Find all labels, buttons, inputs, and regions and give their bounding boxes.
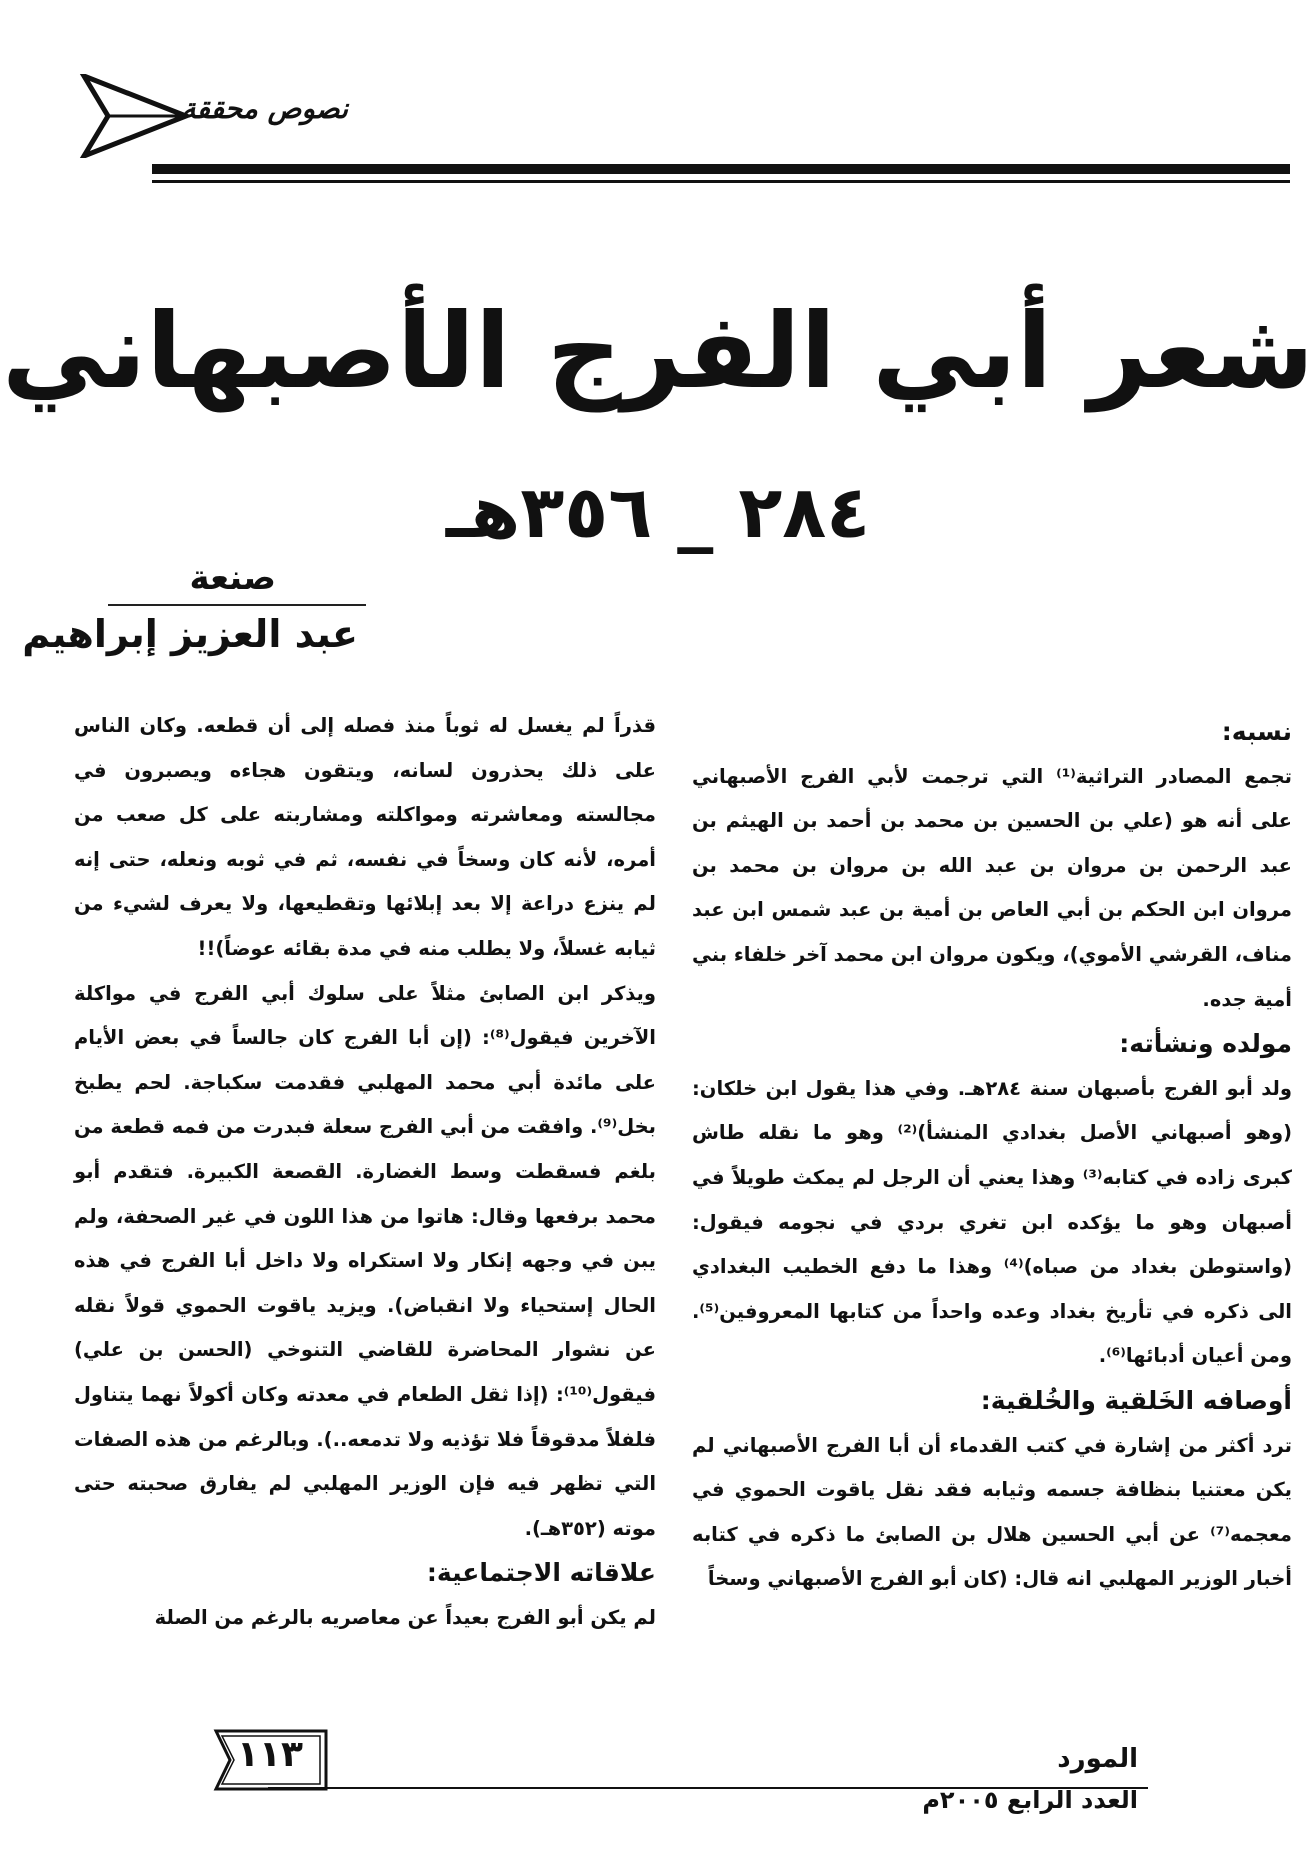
heading-traits: أوصافه الخَلقية والخُلقية: bbox=[980, 1385, 1292, 1415]
made-by-label: صنعة bbox=[189, 558, 276, 598]
header-rule bbox=[152, 164, 1290, 174]
heading-birth: مولده ونشأته: bbox=[1119, 1029, 1292, 1059]
paragraph: قذراً لم يغسل له ثوباً منذ فصله إلى أن قطعه. وكان الناس على ذلك يحذرون لسانه، ويتقون هجاءه ويصبرون في مجالسته ومعاشرته ومواكلته ومشاربته على كل صعب من أمره، لأنه كان وسخاً في نفسه، ثم في ثوبه ونعله، حتى إنه لم ينزع دراعة إلا بعد إبلائها وتقطيعها، ولا يعرف لشيء من ثيابه غسلاً، ولا يطلب منه في مدة بقائه عوضاً)!! bbox=[74, 714, 656, 960]
section-label: نصوص محققة bbox=[181, 92, 348, 125]
arrow-icon bbox=[78, 74, 190, 158]
paragraph: لم يكن أبو الفرج بعيداً عن معاصريه بالرغم من الصلة bbox=[154, 1605, 656, 1629]
right-column bbox=[692, 710, 1292, 1602]
heading-social: علاقاته الاجتماعية: bbox=[426, 1558, 656, 1588]
journal-name: المورد bbox=[1057, 1744, 1138, 1774]
paragraph: ويذكر ابن الصابئ مثلاً على سلوك أبي الفرج في مواكلة الآخرين فيقول⁽⁸⁾: (إن أبا الفرج كان جالساً في بعض الأيام على مائدة أبي محمد المهلبي فقدمت سكباجة. لحم يطبخ بخل⁽⁹⁾. وافقت من أبي الفرج سعلة فبدرت من فمه قطعة من بلغم فسقطت وسط الغضارة. القصعة الكبيرة. فتقدم أبو محمد برفعها وقال: هاتوا من هذا اللون في غير الصحفة، ولم يبن في وجهه إنكار ولا استكراه ولا داخل أبا الفرج في هذه الحال إستحياء ولا انقباض). ويزيد ياقوت الحموي قولاً نقله عن نشوار المحاضرة للقاضي التنوخي (الحسن بن علي) فيقول⁽¹⁰⁾: (إذا ثقل الطعام في معدته وكان أكولاً نهما يتناول فلفلاً مدقوقاً فلا تؤذيه ولا تدمعه..). وبالرغم من هذه الصفات التي تظهر فيه فإن الوزير المهلبي لم يفارق صحبته حتى موته (٣٥٢هـ). bbox=[74, 981, 656, 1540]
paragraph: ولد أبو الفرج بأصبهان سنة ٢٨٤هـ. وفي هذا يقول ابن خلكان: (وهو أصبهاني الأصل بغدادي المنشأ)⁽²⁾ وهو ما نقله طاش كبرى زاده في كتابه⁽³⁾ وهذا يعني أن الرجل لم يمكث طويلاً في أصبهان وهو ما يؤكده ابن تغري بردي في نجومه فيقول: (واستوطن بغداد من صباه)⁽⁴⁾ وهذا ما دفع الخطيب البغدادي الى ذكره في تأريخ بغداد وعده واحداً من كتابها المعروفين⁽⁵⁾. ومن أعيان أدبائها⁽⁶⁾. bbox=[692, 1076, 1292, 1368]
issue-info: العدد الرابع ٢٠٠٥م bbox=[922, 1786, 1138, 1814]
header-rule-thin bbox=[152, 180, 1290, 183]
paragraph: تجمع المصادر التراثية⁽¹⁾ التي ترجمت لأبي الفرج الأصبهاني على أنه هو (علي بن الحسين بن محمد بن أحمد بن الهيثم بن عبد الرحمن بن مروان بن عبد الله بن مروان بن محمد بن مروان ابن الحكم بن أبي العاص بن أمية بن عبد شمس ابن عبد مناف، القرشي الأموي)، ويكون مروان ابن محمد آخر خلفاء بني أمية جده. bbox=[692, 764, 1292, 1011]
title-dates: ٢٨٤ _ ٣٥٦هـ bbox=[445, 470, 871, 554]
paragraph: ترد أكثر من إشارة في كتب القدماء أن أبا الفرج الأصبهاني لم يكن معتنيا بنظافة جسمه وثيابه فقد نقل ياقوت الحموي في معجمه⁽⁷⁾ عن أبي الحسين هلال بن الصابئ ما ذكره في كتابه أخبار الوزير المهلبي انه قال: (كان أبو الفرج الأصبهاني وسخاً bbox=[692, 1433, 1292, 1591]
left-column bbox=[74, 704, 656, 1640]
page-number: ١١٣ bbox=[237, 1734, 303, 1775]
page-title: شعر أبي الفرج الأصبهاني bbox=[1, 290, 1315, 412]
author-name: عبد العزيز إبراهيم bbox=[22, 612, 358, 656]
heading-lineage: نسبه: bbox=[1221, 717, 1292, 746]
byline-rule bbox=[108, 604, 366, 606]
